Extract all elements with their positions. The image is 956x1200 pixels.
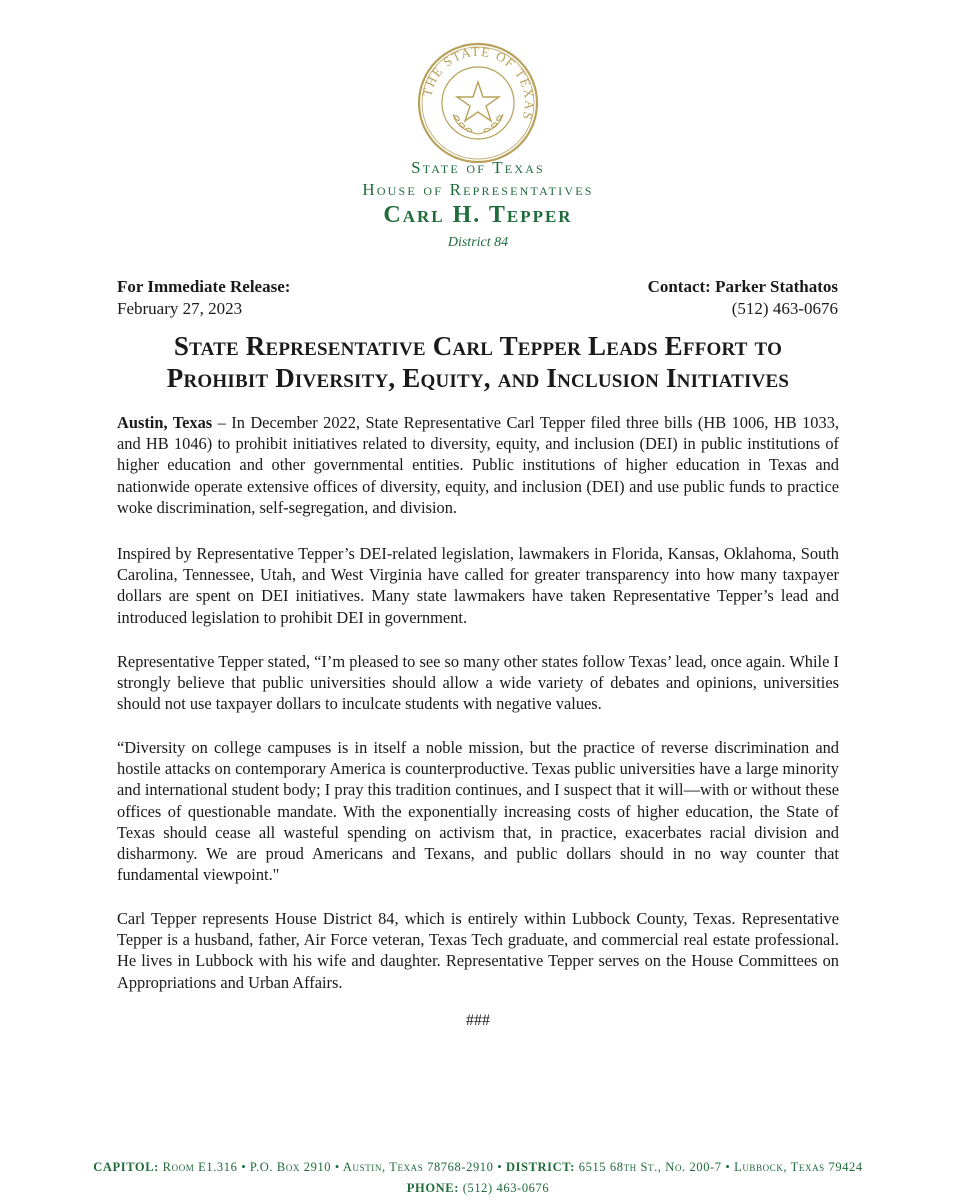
paragraph-4: “Diversity on college campuses is in itself a noble mission, but the practice of reverse discrimination and hostile attacks on contemporary America is counterproductive. Texas public universities have a large minority and international student body; I pray this tradition continues, and I suspect that it will—with or without these offices of questionable mandate. With the exponentially increasing costs of higher education, the State of Texas should cease all wasteful spending on activism that, in practice, exacerbates racial division and disharmony. We are proud Americans and Texans, and public dollars should in no way counter that fundamental viewpoint." <box>117 738 839 885</box>
footer-phone-text: (512) 463-0676 <box>458 1181 550 1195</box>
paragraph-2: Inspired by Representative Tepper’s DEI-related legislation, lawmakers in Florida, Kansas, Oklahoma, South Carolina, Tennessee, Utah, and West Virginia have called for greater transparency into how many taxpayer dollars are spent on DEI initiatives. Many state lawmakers have taken Representative Tepper’s lead and introduced legislation to prohibit DEI in government. <box>117 544 839 627</box>
letterhead-district: District 84 <box>447 235 509 250</box>
letterhead-house: House of Representatives <box>362 180 594 199</box>
star-icon <box>457 82 499 121</box>
state-seal <box>417 42 539 164</box>
paragraph-1-text: – In December 2022, State Representative Carl Tepper filed three bills (HB 1006, HB 1033, and HB 1046) to prohibit initiatives related to diversity, equity, and inclusion (DEI) in public institutions of higher education and other governmental entities. Public institutions of higher education in Texas and nationwide operate extensive offices of diversity, equity, and inclusion (DEI) and use public funds to practice woke discrimination, self-segregation, and division. <box>117 413 839 517</box>
headline <box>100 330 856 394</box>
end-mark: ### <box>466 1012 490 1029</box>
headline-line-2: Prohibit Diversity, Equity, and Inclusion Initiatives <box>166 363 790 393</box>
seal-text: THE STATE OF TEXAS <box>419 43 538 123</box>
paragraph-5: Carl Tepper represents House District 84, which is entirely within Lubbock County, Texas. Representative Tepper is a husband, father, Air Force veteran, Texas Tech graduate, and commercial real estate professional. He lives in Lubbock with his wife and daughter. Representative Tepper serves on the House Committees on Appropriations and Urban Affairs. <box>117 909 839 992</box>
headline-line-1: State Representative Carl Tepper Leads Effort to <box>173 331 783 361</box>
release-label: For Immediate Release: <box>117 277 291 296</box>
footer-capitol-text: Room E1.316 • P.O. Box 2910 • Austin, Texas 78768-2910 • <box>158 1160 506 1174</box>
footer-district-text: 6515 68th St., No. 200-7 • Lubbock, Texas 79424 <box>575 1160 863 1174</box>
wreath-icon <box>453 114 503 134</box>
release-date: February 27, 2023 <box>117 299 243 318</box>
paragraph-1 <box>117 412 839 518</box>
contact-phone: (512) 463-0676 <box>731 299 838 318</box>
letterhead-name: Carl H. Tepper <box>383 202 573 228</box>
paragraph-3: Representative Tepper stated, “I’m pleased to see so many other states follow Texas’ lead, once again. While I strongly believe that public universities should allow a wide variety of debates and opinions, universities should not use taxpayer dollars to inculcate students with negative values. <box>117 652 839 714</box>
letterhead-state: State of Texas <box>411 158 545 177</box>
contact-label: Contact: Parker Stathatos <box>647 277 838 296</box>
footer-phone-label: PHONE: <box>406 1181 459 1195</box>
dateline: Austin, Texas <box>117 413 213 432</box>
footer-phone <box>0 1181 956 1196</box>
footer-address <box>0 1160 956 1175</box>
footer-capitol-label: CAPITOL: <box>93 1160 159 1174</box>
footer-district-label: DISTRICT: <box>505 1160 576 1174</box>
